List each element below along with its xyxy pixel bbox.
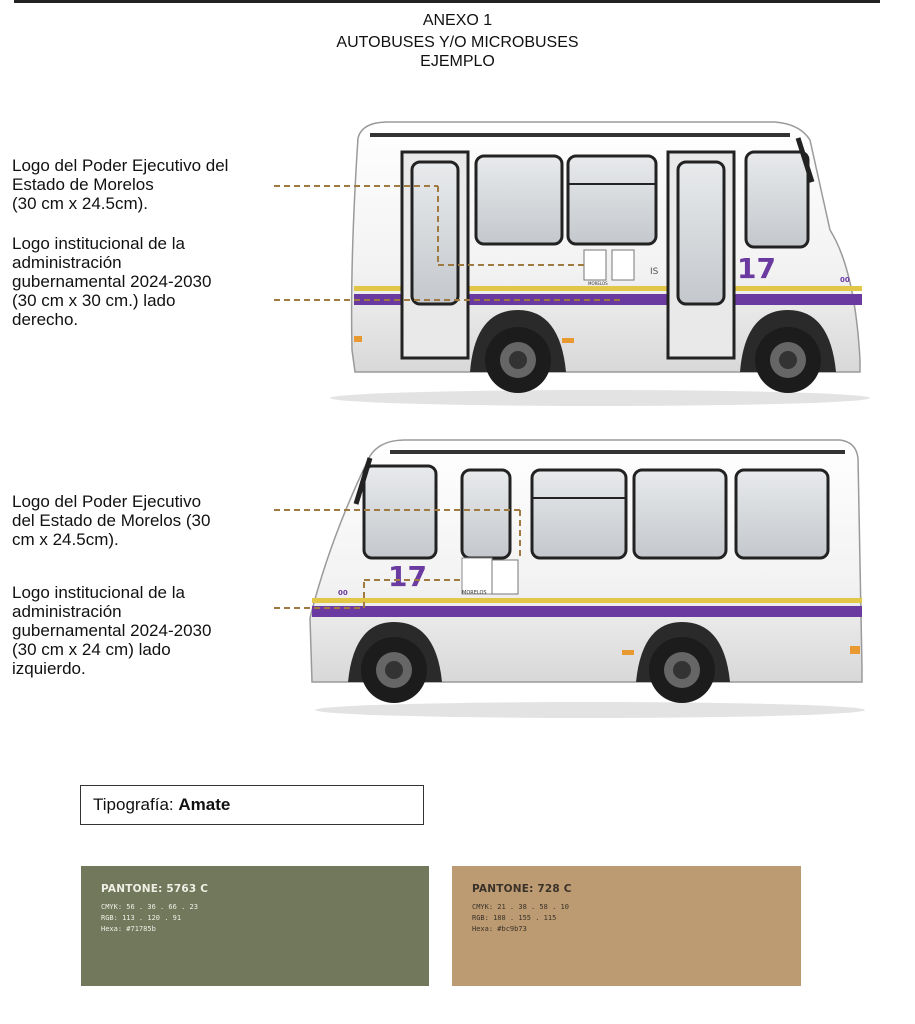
swatch-pantone-label: PANTONE: 5763 C [101,883,209,895]
label-logo-inst-right: Logo institucional de la administración gubernamental 2024-2030 (30 cm x 30 cm.) lado derecho. [12,234,212,329]
swatch-pantone-5763 [81,866,429,986]
bus-right-unit-number: 17 [737,252,776,285]
bus-left-logo-text: MORELOS [462,590,487,596]
swatch-rgb: RGB: 188 . 155 . 115 [472,914,557,922]
swatch-cmyk: CMYK: 21 . 38 . 58 . 10 [472,903,569,911]
bus-right-side-illustration [270,110,880,410]
typography-box [80,785,424,825]
swatch-rgb: RGB: 113 . 120 . 91 [101,914,182,922]
swatch-pantone-728 [452,866,801,986]
swatch-hex: Hexa: #71785b [101,925,156,933]
bus-left-side-illustration [270,428,880,728]
bus-right-small-code: 00 [840,276,850,284]
bus-right-logo-text: MORELOS [588,281,608,286]
typography-font-name: Amate [178,795,231,814]
bus-left-small-code: 00 [338,589,348,597]
bus-left-unit-number: 17 [388,560,427,593]
annex-example: EJEMPLO [420,53,495,70]
annex-subtitle: AUTOBUSES Y/O MICROBUSES [336,34,579,51]
label-logo-inst-left: Logo institucional de la administración gubernamental 2024-2030 (30 cm x 24 cm) lado izquierdo. [12,583,212,678]
top-rule [14,0,880,3]
label-logo-poder-left: Logo del Poder Ejecutivo del Estado de Morelos (30 cm x 24.5cm). [12,492,211,549]
swatch-hex: Hexa: #bc9b73 [472,925,527,933]
label-logo-poder-right: Logo del Poder Ejecutivo del Estado de Morelos (30 cm x 24.5cm). [12,156,229,213]
bus-right-logo-suffix: IS [650,267,659,277]
swatch-cmyk: CMYK: 56 . 36 . 66 . 23 [101,903,198,911]
annex-title: ANEXO 1 [422,12,493,29]
swatch-pantone-label: PANTONE: 728 C [472,883,572,895]
typography-prefix: Tipografía: [93,795,179,814]
